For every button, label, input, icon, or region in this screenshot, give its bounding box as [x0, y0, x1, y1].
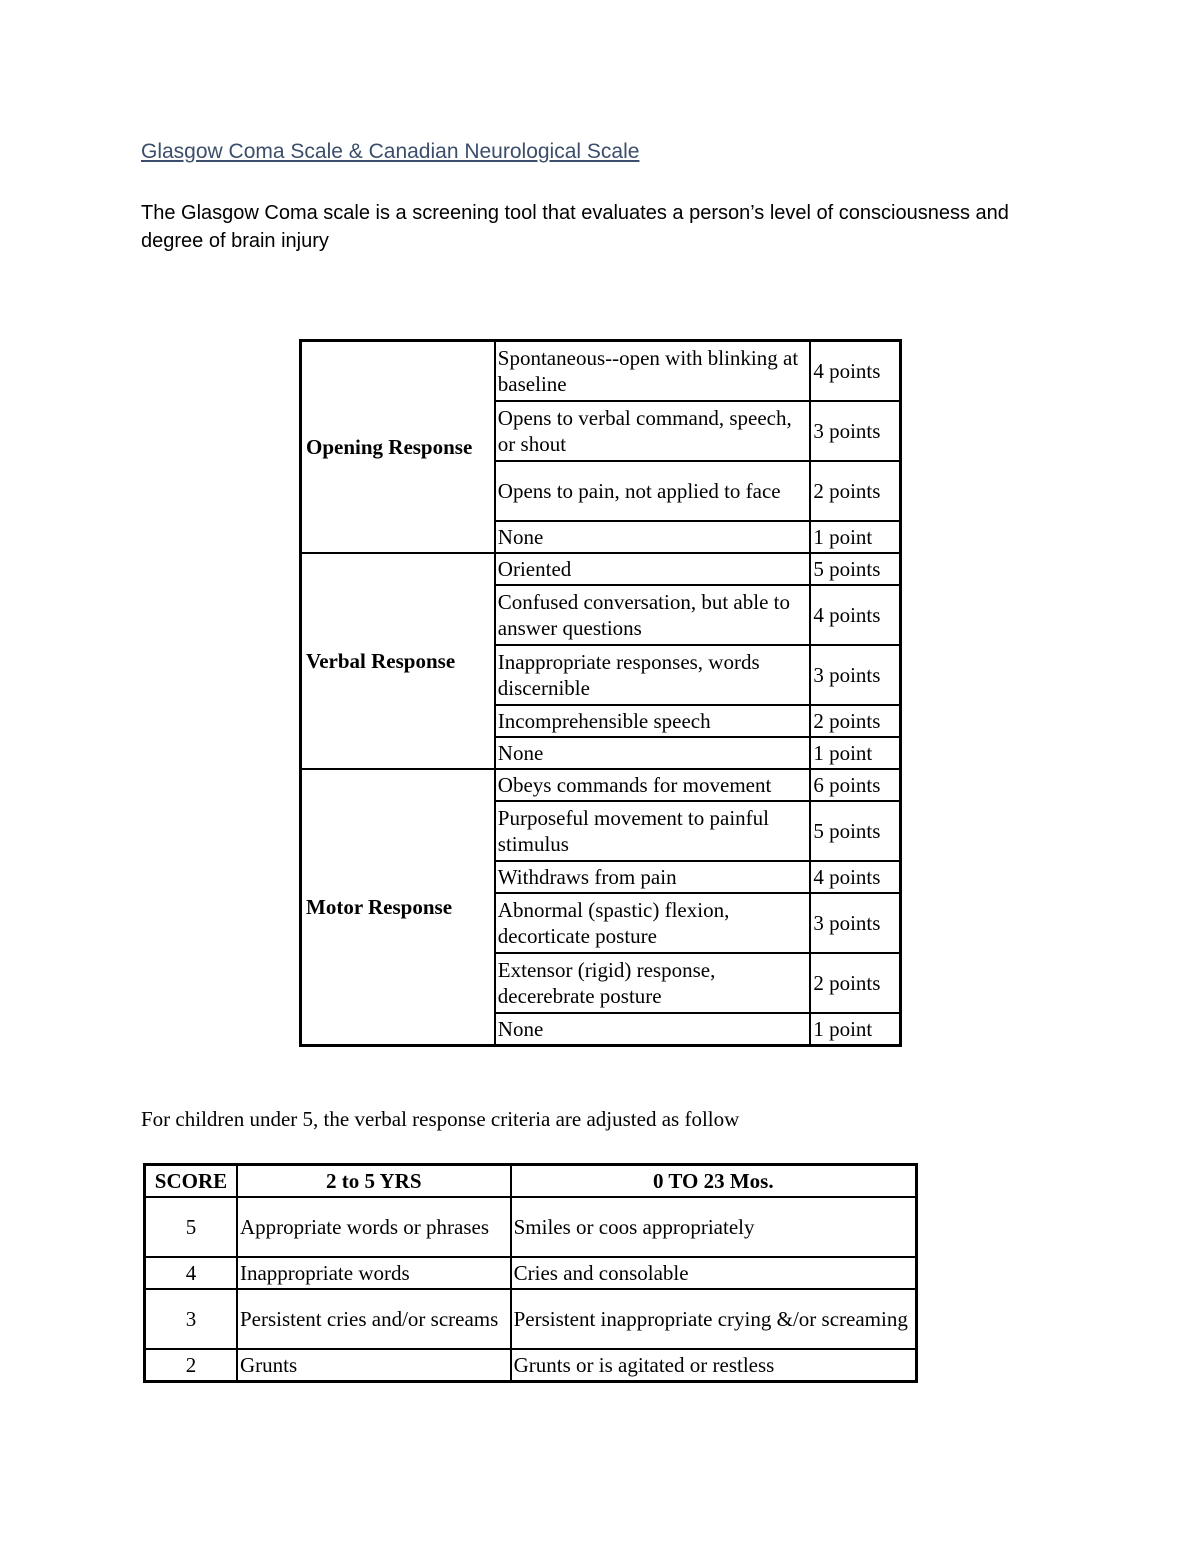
points-cell: 3 points — [810, 401, 900, 461]
column-header-2-to-5-yrs: 2 to 5 YRS — [237, 1165, 511, 1198]
pediatric-note: For children under 5, the verbal response criteria are adjusted as follow — [141, 1107, 740, 1131]
points-cell: 1 point — [810, 1013, 900, 1046]
points-cell: 3 points — [810, 893, 900, 953]
points-cell: 1 point — [810, 521, 900, 553]
points-cell: 2 points — [810, 953, 900, 1013]
points-cell: 4 points — [810, 341, 900, 402]
score-cell: 3 — [145, 1289, 237, 1349]
points-cell: 4 points — [810, 861, 900, 893]
glasgow-coma-scale-table — [299, 339, 902, 1047]
points-cell: 5 points — [810, 553, 900, 585]
points-cell: 2 points — [810, 705, 900, 737]
points-cell: 2 points — [810, 461, 900, 521]
pediatric-verbal-table — [143, 1163, 918, 1383]
criterion-cell: Inappropriate responses, words discernible — [495, 645, 811, 705]
older-response-cell: Appropriate words or phrases — [237, 1197, 511, 1257]
criterion-cell: None — [495, 521, 811, 553]
older-response-cell: Inappropriate words — [237, 1257, 511, 1289]
criterion-cell: Abnormal (spastic) flexion, decorticate posture — [495, 893, 811, 953]
criterion-cell: Purposeful movement to painful stimulus — [495, 801, 811, 861]
criterion-cell: Oriented — [495, 553, 811, 585]
criterion-cell: None — [495, 737, 811, 769]
category-verbal-response: Verbal Response — [301, 553, 495, 769]
score-cell: 4 — [145, 1257, 237, 1289]
criterion-cell: Confused conversation, but able to answer questions — [495, 585, 811, 645]
table-row — [301, 769, 901, 801]
score-cell: 5 — [145, 1197, 237, 1257]
category-motor-response: Motor Response — [301, 769, 495, 1046]
older-response-cell: Persistent cries and/or screams — [237, 1289, 511, 1349]
points-cell: 6 points — [810, 769, 900, 801]
younger-response-cell: Smiles or coos appropriately — [511, 1197, 917, 1257]
header-row — [145, 1165, 917, 1198]
points-cell: 1 point — [810, 737, 900, 769]
table-row — [145, 1197, 917, 1257]
younger-response-cell: Persistent inappropriate crying &/or screaming — [511, 1289, 917, 1349]
points-cell: 3 points — [810, 645, 900, 705]
younger-response-cell: Grunts or is agitated or restless — [511, 1349, 917, 1382]
criterion-cell: Incomprehensible speech — [495, 705, 811, 737]
table-row — [145, 1257, 917, 1289]
criterion-cell: Obeys commands for movement — [495, 769, 811, 801]
page-title: Glasgow Coma Scale & Canadian Neurological Scale — [141, 140, 640, 163]
points-cell: 4 points — [810, 585, 900, 645]
criterion-cell: Opens to pain, not applied to face — [495, 461, 811, 521]
criterion-cell: Withdraws from pain — [495, 861, 811, 893]
column-header-score: SCORE — [145, 1165, 237, 1198]
criterion-cell: Extensor (rigid) response, decerebrate posture — [495, 953, 811, 1013]
score-cell: 2 — [145, 1349, 237, 1382]
older-response-cell: Grunts — [237, 1349, 511, 1382]
table-row — [301, 553, 901, 585]
table-row — [145, 1289, 917, 1349]
points-cell: 5 points — [810, 801, 900, 861]
criterion-cell: Opens to verbal command, speech, or shout — [495, 401, 811, 461]
intro-paragraph: The Glasgow Coma scale is a screening tool that evaluates a person’s level of consciousness and degree of brain injury — [141, 202, 1009, 252]
table-row — [301, 341, 901, 402]
column-header-0-to-23-mos: 0 TO 23 Mos. — [511, 1165, 917, 1198]
criterion-cell: None — [495, 1013, 811, 1046]
criterion-cell: Spontaneous--open with blinking at baseline — [495, 341, 811, 402]
younger-response-cell: Cries and consolable — [511, 1257, 917, 1289]
table-row — [145, 1349, 917, 1382]
category-opening-response: Opening Response — [301, 341, 495, 554]
